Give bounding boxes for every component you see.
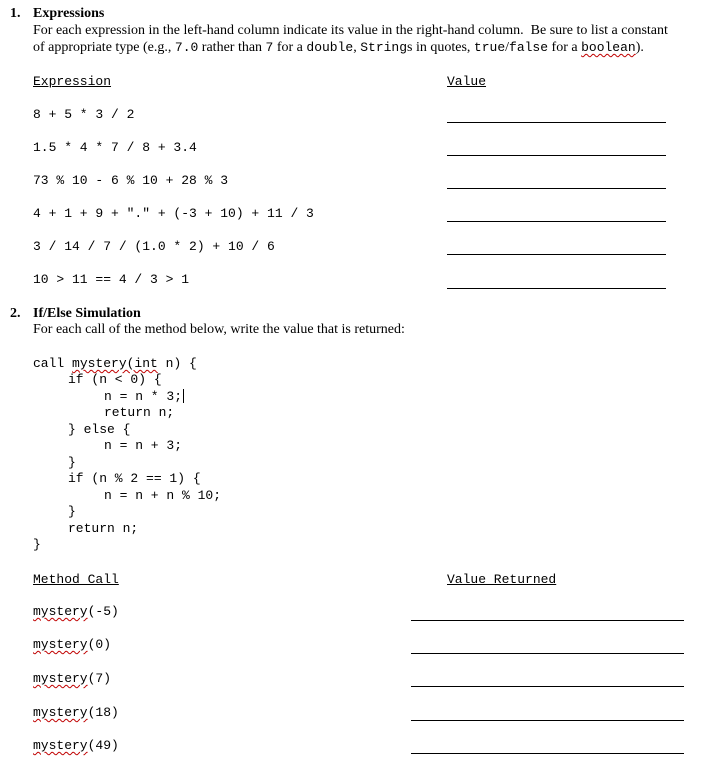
code-line-1: call mystery(int n) {: [33, 356, 197, 371]
value-returned-column-header: Value Returned: [447, 572, 557, 587]
section-2-instructions: For each call of the method below, write the value that is returned:: [33, 322, 405, 337]
expression-1: 8 + 5 * 3 / 2: [33, 107, 135, 122]
section-1-number: 1.: [10, 6, 21, 21]
answer-line-4[interactable]: [447, 221, 666, 222]
code-line-8: if (n % 2 == 1) {: [68, 471, 201, 486]
returned-line-2[interactable]: [411, 653, 684, 654]
method-call-5: mystery(49): [33, 738, 119, 753]
method-call-1: mystery(-5): [33, 604, 119, 619]
expression-4: 4 + 1 + 9 + "." + (-3 + 10) + 11 / 3: [33, 206, 314, 221]
value-column-header: Value: [447, 74, 487, 89]
text-cursor: [183, 389, 184, 403]
method-call-2: mystery(0): [33, 637, 112, 652]
section-1-instructions-line-1: For each expression in the left-hand column indicate its value in the right-hand column. Be sure to list a constant: [33, 23, 668, 38]
section-1-instructions-line-2: of appropriate type (e.g., 7.0 rather than 7 for a double, Strings in quotes, true/false for a boolean).: [33, 40, 644, 55]
method-call-4: mystery(18): [33, 705, 119, 720]
expression-5: 3 / 14 / 7 / (1.0 * 2) + 10 / 6: [33, 239, 275, 254]
expression-6: 10 > 11 == 4 / 3 > 1: [33, 272, 190, 287]
code-line-10: }: [68, 504, 76, 519]
answer-line-6[interactable]: [447, 288, 666, 289]
returned-line-4[interactable]: [411, 720, 684, 721]
section-2-number: 2.: [10, 306, 21, 321]
answer-line-1[interactable]: [447, 122, 666, 123]
answer-line-5[interactable]: [447, 254, 666, 255]
code-line-5: } else {: [68, 422, 131, 437]
method-call-3: mystery(7): [33, 671, 112, 686]
answer-line-2[interactable]: [447, 155, 666, 156]
code-line-2: if (n < 0) {: [68, 372, 162, 387]
code-line-11: return n;: [68, 521, 139, 536]
returned-line-5[interactable]: [411, 753, 684, 754]
expression-column-header: Expression: [33, 74, 112, 89]
code-line-6: n = n + 3;: [104, 438, 183, 453]
method-call-column-header: Method Call: [33, 572, 119, 587]
section-1-title: Expressions: [33, 6, 105, 21]
expression-2: 1.5 * 4 * 7 / 8 + 3.4: [33, 140, 197, 155]
code-line-7: }: [68, 455, 76, 470]
code-line-3: n = n * 3;: [104, 389, 183, 404]
code-line-4: return n;: [104, 405, 175, 420]
returned-line-3[interactable]: [411, 686, 684, 687]
section-2-title: If/Else Simulation: [33, 306, 141, 321]
code-line-12: }: [33, 537, 41, 552]
returned-line-1[interactable]: [411, 620, 684, 621]
answer-line-3[interactable]: [447, 188, 666, 189]
code-line-9: n = n + n % 10;: [104, 488, 222, 503]
expression-3: 73 % 10 - 6 % 10 + 28 % 3: [33, 173, 229, 188]
